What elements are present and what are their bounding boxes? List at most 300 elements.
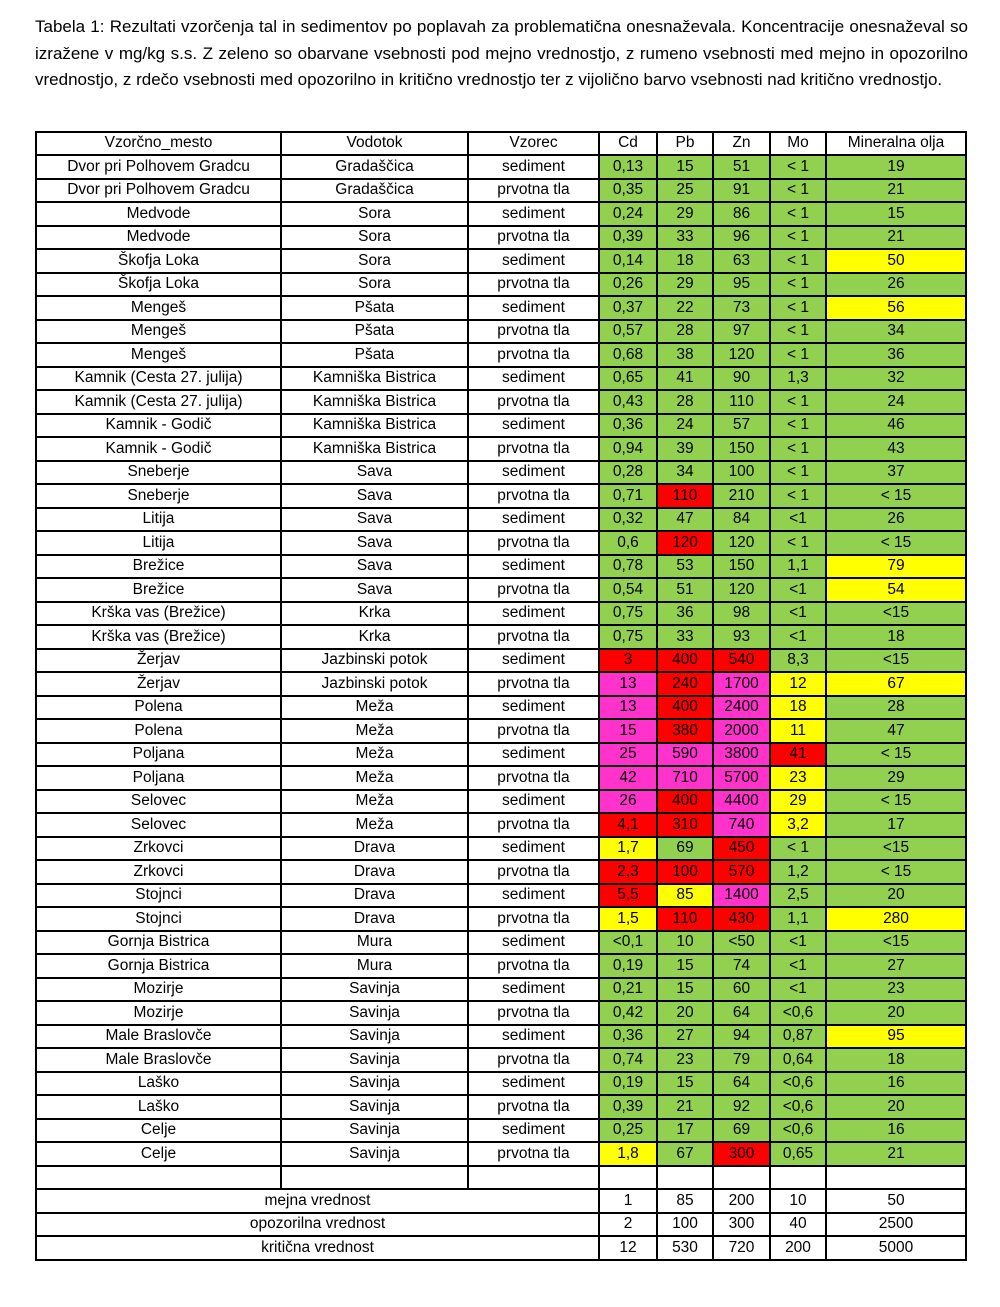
cell-value-pb: 590 (657, 743, 713, 767)
cell-mesto: Gornja Bistrica (36, 954, 281, 978)
threshold-row (36, 1236, 966, 1260)
cell-vodotok: Krka (281, 625, 468, 649)
cell-vodotok: Sava (281, 578, 468, 602)
table-row (36, 813, 966, 837)
cell-value-zn: 57 (713, 414, 770, 438)
cell-value-mo: <0,6 (770, 1095, 826, 1119)
cell-value-cd: 0,78 (599, 555, 657, 579)
cell-vzorec: prvotna tla (468, 1048, 599, 1072)
cell-value-mineralna-olja: 18 (826, 1048, 966, 1072)
table-row (36, 625, 966, 649)
cell-value-cd: 5,5 (599, 884, 657, 908)
cell-vzorec: prvotna tla (468, 273, 599, 297)
cell-value-cd: 15 (599, 719, 657, 743)
table-row (36, 978, 966, 1002)
cell-vzorec: prvotna tla (468, 1095, 599, 1119)
cell-value-cd: 0,37 (599, 296, 657, 320)
cell-value-mo: < 1 (770, 179, 826, 203)
cell-value-pb: 36 (657, 602, 713, 626)
cell-value-zn: 4400 (713, 790, 770, 814)
cell-mesto: Medvode (36, 226, 281, 250)
cell-value-cd: 0,24 (599, 202, 657, 226)
cell-value-zn: 84 (713, 508, 770, 532)
cell-value-cd: <0,1 (599, 931, 657, 955)
cell-value-zn: 150 (713, 555, 770, 579)
cell-vodotok: Sora (281, 249, 468, 273)
cell-value-cd: 0,35 (599, 179, 657, 203)
cell-vodotok: Kamniška Bistrica (281, 367, 468, 391)
cell-mesto (36, 1166, 281, 1190)
cell-value-mineralna-olja: 20 (826, 884, 966, 908)
cell-value-pb: 15 (657, 1072, 713, 1096)
cell-vzorec: prvotna tla (468, 484, 599, 508)
cell-value-pb: 23 (657, 1048, 713, 1072)
cell-value-mo: < 1 (770, 296, 826, 320)
table-row (36, 202, 966, 226)
cell-value-zn: 96 (713, 226, 770, 250)
cell-vzorec: sediment (468, 1119, 599, 1143)
threshold-value-mo: 10 (770, 1189, 826, 1213)
cell-value-mineralna-olja: 21 (826, 1142, 966, 1166)
cell-value-zn: 120 (713, 343, 770, 367)
table-row (36, 461, 966, 485)
cell-value-mo (770, 1166, 826, 1190)
cell-vodotok: Sora (281, 202, 468, 226)
threshold-value-zn: 300 (713, 1213, 770, 1237)
cell-value-mineralna-olja: 15 (826, 202, 966, 226)
cell-value-mo: <1 (770, 508, 826, 532)
threshold-label: mejna vrednost (36, 1189, 599, 1213)
cell-value-pb: 15 (657, 155, 713, 179)
table-caption: Tabela 1: Rezultati vzorčenja tal in sedimentov po poplavah za problematična onesnaževala. Koncentracije onesnaževal so izražene v mg/kg s.s. Z zeleno so obarvane vsebnosti pod mejno vrednostjo, z rumeno vsebnosti med mejno in opozorilno vrednostjo, z rdečo vsebnosti med opozorilno in kritično vrednostjo ter z vijolično barvo vsebnosti nad kritično vrednostjo. (35, 17, 968, 89)
cell-value-mineralna-olja: 56 (826, 296, 966, 320)
cell-value-pb: 47 (657, 508, 713, 532)
cell-value-cd: 0,28 (599, 461, 657, 485)
cell-value-cd: 0,21 (599, 978, 657, 1002)
cell-vodotok: Pšata (281, 320, 468, 344)
table-row (36, 602, 966, 626)
column-header-pb: Pb (657, 132, 713, 156)
cell-value-cd: 0,42 (599, 1001, 657, 1025)
cell-value-mineralna-olja: 16 (826, 1119, 966, 1143)
cell-value-mineralna-olja: 47 (826, 719, 966, 743)
cell-value-zn: <50 (713, 931, 770, 955)
cell-value-cd: 0,26 (599, 273, 657, 297)
cell-vodotok (281, 1166, 468, 1190)
cell-value-pb: 18 (657, 249, 713, 273)
cell-vzorec: prvotna tla (468, 531, 599, 555)
cell-vodotok: Krka (281, 602, 468, 626)
cell-value-mineralna-olja: 20 (826, 1001, 966, 1025)
cell-value-cd: 1,7 (599, 837, 657, 861)
cell-value-mo: < 1 (770, 226, 826, 250)
cell-mesto: Selovec (36, 790, 281, 814)
cell-value-mineralna-olja: 32 (826, 367, 966, 391)
table-row (36, 508, 966, 532)
cell-value-zn: 540 (713, 649, 770, 673)
cell-vodotok: Sora (281, 226, 468, 250)
cell-value-cd: 0,65 (599, 367, 657, 391)
cell-vodotok: Jazbinski potok (281, 672, 468, 696)
cell-vzorec: prvotna tla (468, 226, 599, 250)
cell-value-zn: 64 (713, 1001, 770, 1025)
threshold-value-pb: 530 (657, 1236, 713, 1260)
cell-value-cd: 0,68 (599, 343, 657, 367)
table-row (36, 296, 966, 320)
cell-value-pb: 20 (657, 1001, 713, 1025)
cell-vodotok: Mura (281, 954, 468, 978)
table-row (36, 1025, 966, 1049)
cell-mesto: Kamnik (Cesta 27. julija) (36, 390, 281, 414)
cell-mesto: Mengeš (36, 320, 281, 344)
table-body (36, 155, 966, 1260)
cell-value-cd: 0,14 (599, 249, 657, 273)
cell-vzorec: prvotna tla (468, 390, 599, 414)
cell-value-cd: 42 (599, 766, 657, 790)
cell-value-zn: 86 (713, 202, 770, 226)
cell-vodotok: Pšata (281, 343, 468, 367)
cell-vodotok: Drava (281, 837, 468, 861)
cell-value-pb: 33 (657, 625, 713, 649)
cell-vodotok: Meža (281, 813, 468, 837)
cell-vodotok: Drava (281, 860, 468, 884)
column-header-zn: Zn (713, 132, 770, 156)
cell-vodotok: Sava (281, 461, 468, 485)
cell-vzorec: sediment (468, 696, 599, 720)
cell-mesto: Poljana (36, 766, 281, 790)
cell-value-zn: 2000 (713, 719, 770, 743)
cell-vzorec: sediment (468, 978, 599, 1002)
cell-value-mo: 1,1 (770, 555, 826, 579)
cell-mesto: Krška vas (Brežice) (36, 602, 281, 626)
threshold-value-cd: 12 (599, 1236, 657, 1260)
cell-mesto: Škofja Loka (36, 249, 281, 273)
table-row (36, 437, 966, 461)
cell-value-mineralna-olja: 95 (826, 1025, 966, 1049)
table-row (36, 320, 966, 344)
table-row (36, 555, 966, 579)
table-row (36, 696, 966, 720)
cell-value-pb: 41 (657, 367, 713, 391)
cell-mesto: Gornja Bistrica (36, 931, 281, 955)
cell-value-mineralna-olja: <15 (826, 649, 966, 673)
cell-value-mineralna-olja: < 15 (826, 743, 966, 767)
cell-mesto: Sneberje (36, 484, 281, 508)
cell-vzorec: prvotna tla (468, 578, 599, 602)
cell-vzorec: sediment (468, 555, 599, 579)
cell-value-zn: 95 (713, 273, 770, 297)
cell-value-zn: 120 (713, 531, 770, 555)
cell-value-pb: 39 (657, 437, 713, 461)
cell-value-zn: 5700 (713, 766, 770, 790)
cell-value-cd: 13 (599, 672, 657, 696)
cell-vzorec: sediment (468, 367, 599, 391)
cell-vzorec: sediment (468, 884, 599, 908)
table-row (36, 1072, 966, 1096)
cell-mesto: Litija (36, 508, 281, 532)
cell-value-pb: 10 (657, 931, 713, 955)
threshold-value-pb: 85 (657, 1189, 713, 1213)
table-row (36, 179, 966, 203)
threshold-value-mo: 40 (770, 1213, 826, 1237)
cell-value-mo: 0,87 (770, 1025, 826, 1049)
cell-value-zn: 51 (713, 155, 770, 179)
threshold-value-mineralna-olja: 2500 (826, 1213, 966, 1237)
cell-value-pb: 100 (657, 860, 713, 884)
table-row (36, 860, 966, 884)
cell-vzorec: sediment (468, 461, 599, 485)
cell-value-cd: 0,39 (599, 1095, 657, 1119)
cell-value-cd: 0,94 (599, 437, 657, 461)
cell-value-mineralna-olja: 37 (826, 461, 966, 485)
cell-vzorec: sediment (468, 1025, 599, 1049)
cell-mesto: Celje (36, 1142, 281, 1166)
threshold-label: kritična vrednost (36, 1236, 599, 1260)
cell-vodotok: Kamniška Bistrica (281, 390, 468, 414)
cell-value-mineralna-olja: 79 (826, 555, 966, 579)
cell-value-mineralna-olja: 18 (826, 625, 966, 649)
cell-value-pb: 22 (657, 296, 713, 320)
cell-mesto: Dvor pri Polhovem Gradcu (36, 155, 281, 179)
cell-value-zn: 2400 (713, 696, 770, 720)
cell-value-cd: 1,8 (599, 1142, 657, 1166)
cell-value-mo: < 1 (770, 837, 826, 861)
cell-vzorec: sediment (468, 155, 599, 179)
results-table (35, 131, 967, 1261)
cell-value-mo: <1 (770, 625, 826, 649)
table-row (36, 907, 966, 931)
column-header-vodotok: Vodotok (281, 132, 468, 156)
cell-value-mo: < 1 (770, 320, 826, 344)
cell-vodotok: Sava (281, 508, 468, 532)
cell-mesto: Medvode (36, 202, 281, 226)
cell-value-pb: 110 (657, 907, 713, 931)
cell-vzorec: prvotna tla (468, 437, 599, 461)
cell-value-mo: < 1 (770, 437, 826, 461)
cell-value-mineralna-olja: 28 (826, 696, 966, 720)
cell-value-zn: 92 (713, 1095, 770, 1119)
table-row (36, 484, 966, 508)
cell-vodotok: Meža (281, 719, 468, 743)
cell-value-zn: 450 (713, 837, 770, 861)
cell-value-mineralna-olja: < 15 (826, 860, 966, 884)
cell-value-cd: 2,3 (599, 860, 657, 884)
cell-vzorec: sediment (468, 296, 599, 320)
cell-vzorec: prvotna tla (468, 719, 599, 743)
table-row (36, 1001, 966, 1025)
threshold-value-mineralna-olja: 5000 (826, 1236, 966, 1260)
cell-value-pb: 21 (657, 1095, 713, 1119)
cell-value-pb: 380 (657, 719, 713, 743)
cell-value-zn: 3800 (713, 743, 770, 767)
cell-mesto: Žerjav (36, 672, 281, 696)
cell-vzorec: sediment (468, 931, 599, 955)
cell-vodotok: Gradaščica (281, 155, 468, 179)
cell-value-cd: 25 (599, 743, 657, 767)
cell-mesto: Polena (36, 719, 281, 743)
cell-value-cd: 0,19 (599, 1072, 657, 1096)
cell-value-cd: 0,36 (599, 414, 657, 438)
table-row (36, 931, 966, 955)
cell-value-zn: 74 (713, 954, 770, 978)
cell-value-zn: 210 (713, 484, 770, 508)
cell-value-mo: 2,5 (770, 884, 826, 908)
cell-value-mineralna-olja: 19 (826, 155, 966, 179)
threshold-value-mineralna-olja: 50 (826, 1189, 966, 1213)
cell-vodotok: Sava (281, 484, 468, 508)
cell-value-mineralna-olja: <15 (826, 602, 966, 626)
cell-vzorec: prvotna tla (468, 813, 599, 837)
cell-value-pb: 400 (657, 790, 713, 814)
cell-mesto: Celje (36, 1119, 281, 1143)
cell-value-zn: 150 (713, 437, 770, 461)
cell-value-pb: 28 (657, 390, 713, 414)
cell-vzorec: prvotna tla (468, 954, 599, 978)
cell-value-zn: 63 (713, 249, 770, 273)
cell-mesto: Stojnci (36, 884, 281, 908)
cell-vzorec: prvotna tla (468, 672, 599, 696)
cell-mesto: Male Braslovče (36, 1025, 281, 1049)
cell-value-mo: < 1 (770, 461, 826, 485)
cell-value-zn: 94 (713, 1025, 770, 1049)
cell-value-mo: <1 (770, 578, 826, 602)
cell-value-zn: 430 (713, 907, 770, 931)
cell-value-mineralna-olja: <15 (826, 837, 966, 861)
cell-mesto: Laško (36, 1095, 281, 1119)
cell-value-zn: 64 (713, 1072, 770, 1096)
cell-vodotok: Mura (281, 931, 468, 955)
cell-vodotok: Savinja (281, 1072, 468, 1096)
cell-mesto: Brežice (36, 578, 281, 602)
cell-value-cd: 0,32 (599, 508, 657, 532)
cell-value-mineralna-olja: <15 (826, 931, 966, 955)
cell-mesto: Škofja Loka (36, 273, 281, 297)
threshold-value-pb: 100 (657, 1213, 713, 1237)
table-row (36, 649, 966, 673)
threshold-row (36, 1189, 966, 1213)
cell-vzorec: sediment (468, 508, 599, 532)
table-row (36, 531, 966, 555)
cell-vzorec: sediment (468, 1072, 599, 1096)
cell-value-mo: <1 (770, 931, 826, 955)
cell-value-zn: 90 (713, 367, 770, 391)
cell-value-cd: 0,39 (599, 226, 657, 250)
table-row (36, 367, 966, 391)
cell-value-mo: <1 (770, 954, 826, 978)
cell-value-cd: 0,57 (599, 320, 657, 344)
cell-value-zn: 79 (713, 1048, 770, 1072)
cell-value-pb: 38 (657, 343, 713, 367)
cell-mesto: Žerjav (36, 649, 281, 673)
cell-value-zn: 110 (713, 390, 770, 414)
cell-value-mineralna-olja: 26 (826, 508, 966, 532)
cell-mesto: Mozirje (36, 1001, 281, 1025)
table-row (36, 954, 966, 978)
threshold-value-cd: 2 (599, 1213, 657, 1237)
cell-value-zn: 73 (713, 296, 770, 320)
cell-mesto: Kamnik - Godič (36, 414, 281, 438)
cell-vzorec: sediment (468, 602, 599, 626)
cell-value-mineralna-olja: 24 (826, 390, 966, 414)
cell-vzorec: prvotna tla (468, 625, 599, 649)
cell-mesto: Kamnik - Godič (36, 437, 281, 461)
table-header (36, 132, 966, 156)
cell-vodotok: Savinja (281, 1142, 468, 1166)
cell-value-pb: 33 (657, 226, 713, 250)
cell-value-cd: 13 (599, 696, 657, 720)
cell-vodotok: Meža (281, 743, 468, 767)
cell-value-pb: 310 (657, 813, 713, 837)
cell-value-cd (599, 1166, 657, 1190)
cell-value-mo: <0,6 (770, 1119, 826, 1143)
cell-vzorec: prvotna tla (468, 1142, 599, 1166)
cell-value-pb: 34 (657, 461, 713, 485)
cell-mesto: Kamnik (Cesta 27. julija) (36, 367, 281, 391)
column-header-mo: Mo (770, 132, 826, 156)
cell-mesto: Male Braslovče (36, 1048, 281, 1072)
cell-vzorec: prvotna tla (468, 907, 599, 931)
cell-value-mineralna-olja: 21 (826, 179, 966, 203)
cell-value-pb: 15 (657, 954, 713, 978)
cell-value-pb: 400 (657, 696, 713, 720)
table-row (36, 155, 966, 179)
column-header-cd: Cd (599, 132, 657, 156)
cell-mesto: Laško (36, 1072, 281, 1096)
cell-value-pb: 15 (657, 978, 713, 1002)
cell-vzorec: sediment (468, 743, 599, 767)
cell-value-mo: 29 (770, 790, 826, 814)
cell-value-cd: 0,25 (599, 1119, 657, 1143)
header-row (36, 132, 966, 156)
cell-value-cd: 0,13 (599, 155, 657, 179)
cell-value-zn: 120 (713, 578, 770, 602)
cell-mesto: Sneberje (36, 461, 281, 485)
cell-value-zn: 1700 (713, 672, 770, 696)
cell-vodotok: Jazbinski potok (281, 649, 468, 673)
cell-vodotok: Sora (281, 273, 468, 297)
cell-value-mineralna-olja: 67 (826, 672, 966, 696)
cell-vzorec (468, 1166, 599, 1190)
cell-vodotok: Kamniška Bistrica (281, 437, 468, 461)
cell-value-cd: 0,54 (599, 578, 657, 602)
threshold-value-zn: 200 (713, 1189, 770, 1213)
cell-value-mo: <0,6 (770, 1001, 826, 1025)
cell-value-pb: 53 (657, 555, 713, 579)
cell-value-mo: < 1 (770, 202, 826, 226)
cell-value-pb: 29 (657, 273, 713, 297)
cell-value-mo: < 1 (770, 249, 826, 273)
threshold-label: opozorilna vrednost (36, 1213, 599, 1237)
table-row (36, 1048, 966, 1072)
threshold-row (36, 1213, 966, 1237)
cell-value-cd: 0,75 (599, 602, 657, 626)
cell-value-pb (657, 1166, 713, 1190)
cell-value-mo: 41 (770, 743, 826, 767)
cell-value-mo: 23 (770, 766, 826, 790)
threshold-value-zn: 720 (713, 1236, 770, 1260)
cell-value-mineralna-olja: < 15 (826, 531, 966, 555)
threshold-value-mo: 200 (770, 1236, 826, 1260)
cell-vodotok: Gradaščica (281, 179, 468, 203)
cell-value-zn: 300 (713, 1142, 770, 1166)
cell-mesto: Mengeš (36, 343, 281, 367)
empty-row (36, 1166, 966, 1190)
cell-mesto: Polena (36, 696, 281, 720)
cell-value-pb: 28 (657, 320, 713, 344)
cell-vodotok: Savinja (281, 1095, 468, 1119)
cell-value-mo: 0,65 (770, 1142, 826, 1166)
cell-value-mo: 0,64 (770, 1048, 826, 1072)
